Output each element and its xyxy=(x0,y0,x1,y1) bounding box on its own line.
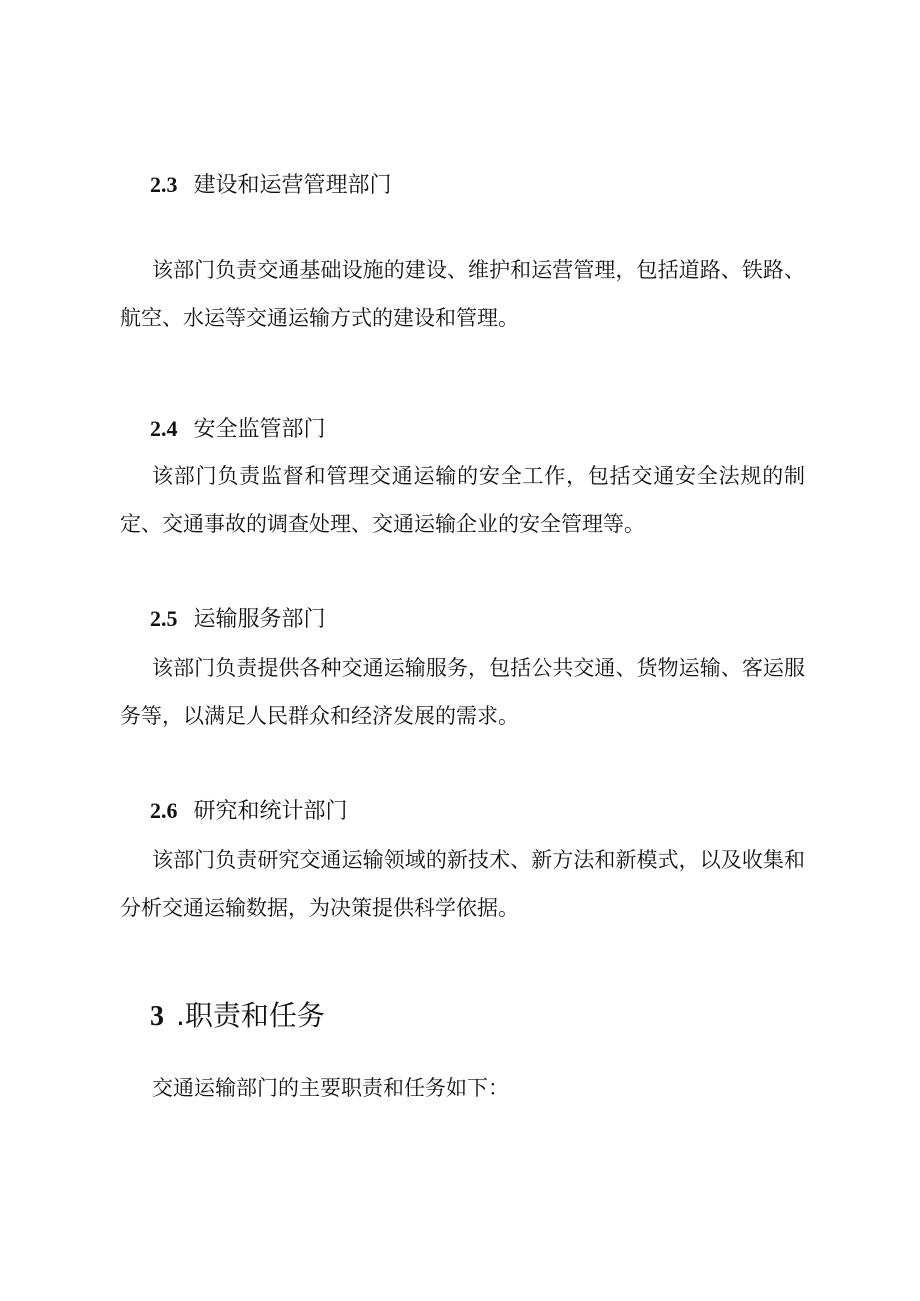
section-title: 研究和统计部门 xyxy=(193,799,348,824)
section-number: 2.6 xyxy=(150,798,178,823)
section-2-5-heading xyxy=(150,604,326,635)
section-title: 安全监管部门 xyxy=(193,417,326,442)
chapter-title: .职责和任务 xyxy=(176,999,325,1032)
chapter-3-heading xyxy=(150,998,325,1035)
section-2-6-heading xyxy=(150,796,348,827)
chapter-3-intro: 交通运输部门的主要职责和任务如下： xyxy=(152,1076,509,1100)
section-2-4-heading xyxy=(150,414,326,445)
section-2-6-body: 该部门负责研究交通运输领域的新技术、新方法和新模式，以及收集和分析交通运输数据，为决策提供科学依据。 xyxy=(120,848,805,920)
section-number: 2.4 xyxy=(150,416,178,441)
section-number: 2.5 xyxy=(150,606,178,631)
section-2-4-body: 该部门负责监督和管理交通运输的安全工作，包括交通安全法规的制定、交通事故的调查处理、交通运输企业的安全管理等。 xyxy=(120,464,805,536)
section-title: 运输服务部门 xyxy=(193,607,326,632)
chapter-number: 3 xyxy=(150,1001,164,1032)
section-title: 建设和运营管理部门 xyxy=(193,173,392,198)
section-number: 2.3 xyxy=(150,172,178,197)
section-2-3-body: 该部门负责交通基础设施的建设、维护和运营管理，包括道路、铁路、航空、水运等交通运输方式的建设和管理。 xyxy=(120,258,805,330)
section-2-3-heading xyxy=(150,170,392,201)
section-2-5-body: 该部门负责提供各种交通运输服务，包括公共交通、货物运输、客运服务等，以满足人民群众和经济发展的需求。 xyxy=(120,656,805,728)
